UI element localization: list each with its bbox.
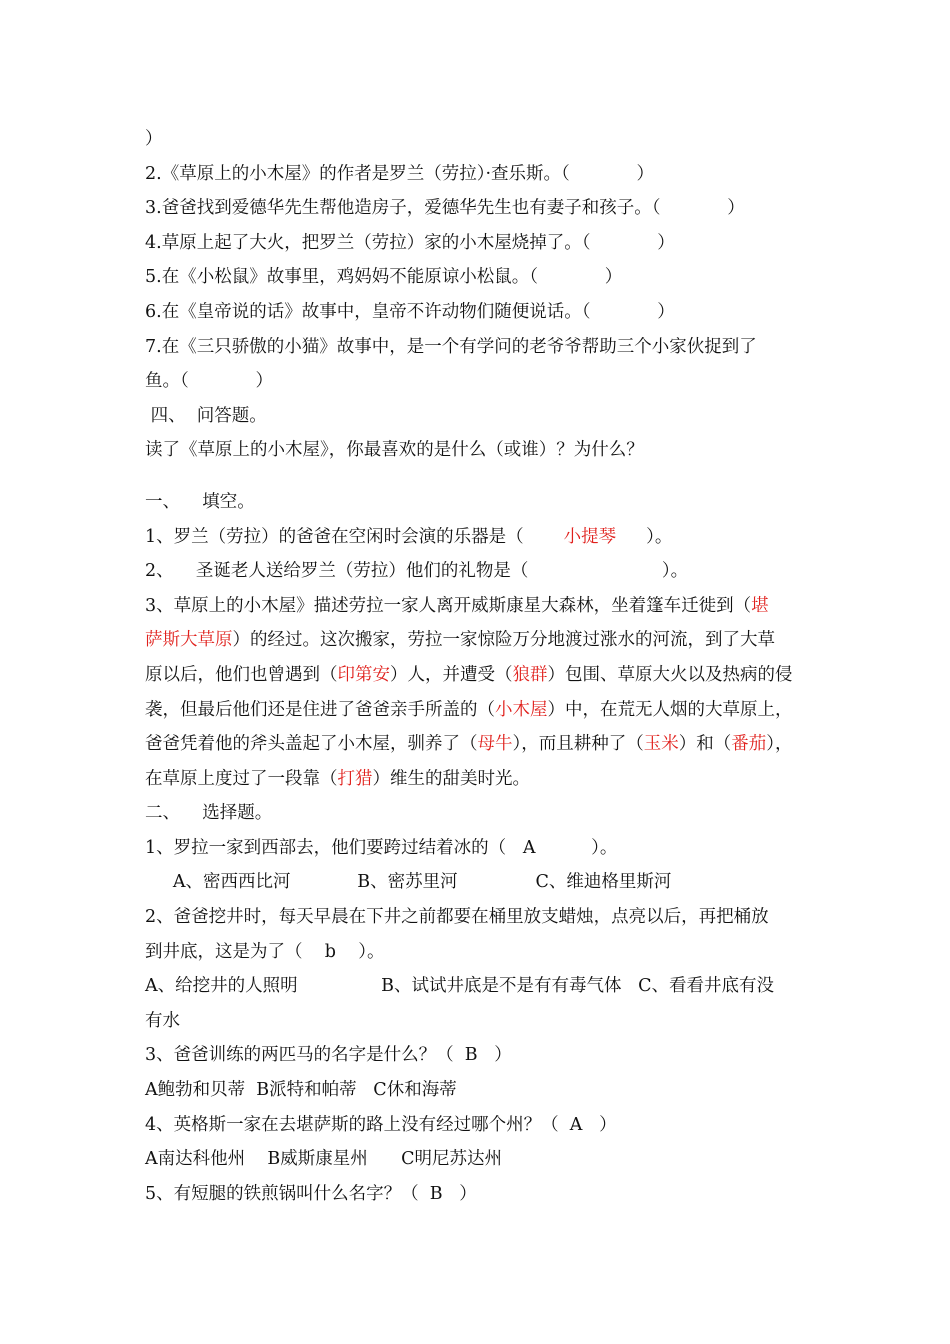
answer-text: 萨斯大草原 bbox=[145, 630, 233, 651]
answer-text: 狼群 bbox=[512, 664, 548, 685]
choice-item-2-options: A、给挖井的人照明 B、试试井底是不是有有毒气体 C、看看井底有没 bbox=[145, 976, 775, 997]
text-segment: ）， bbox=[766, 734, 793, 755]
text-segment: ），而且耕种了（ bbox=[512, 734, 644, 755]
true-false-item-2: 2.《草原上的小木屋》的作者是罗兰（劳拉）·查乐斯。（ ） bbox=[145, 163, 655, 184]
fill-item-3-line-4 bbox=[145, 693, 825, 728]
true-false-item-3: 3.爸爸找到爱德华先生帮他造房子，爱德华先生也有妻子和孩子。（ ） bbox=[145, 198, 745, 219]
fill-item-3-line-5 bbox=[145, 727, 825, 762]
choice-item-4-options: A南达科他州 B威斯康星州 C明尼苏达州 bbox=[145, 1149, 503, 1170]
fill-item-3-line-2 bbox=[145, 623, 825, 658]
text-segment: ）人，并遭受（ bbox=[390, 664, 513, 685]
text-segment: 袭，但最后他们还是住进了爸爸亲手所盖的（ bbox=[145, 699, 495, 720]
answer-text: 番茄 bbox=[731, 734, 767, 755]
document-page bbox=[145, 122, 825, 1211]
question-text: 读了《草原上的小木屋》，你最喜欢的是什么（或谁）？为什么？ bbox=[145, 440, 644, 461]
section-heading-4: 四、 问答题。 bbox=[145, 405, 267, 426]
answer-text: 母牛 bbox=[477, 734, 513, 755]
answer-text: 印第安 bbox=[337, 664, 390, 685]
true-false-item-7-cont: 鱼。（ ） bbox=[145, 371, 274, 392]
answer-text: 玉米 bbox=[643, 734, 679, 755]
answer-text: 小木屋 bbox=[495, 699, 548, 720]
choice-item-2-options-cont: 有水 bbox=[145, 1010, 180, 1031]
true-false-item-5: 5.在《小松鼠》故事里，鸡妈妈不能原谅小松鼠。（ ） bbox=[145, 267, 623, 288]
choice-item-2: 2、爸爸挖井时，每天早晨在下井之前都要在桶里放支蜡烛，点亮以后，再把桶放 bbox=[145, 907, 769, 928]
true-false-item-6: 6.在《皇帝说的话》故事中，皇帝不许动物们随便说话。（ ） bbox=[145, 301, 675, 322]
text-segment: ）包围、草原大火以及热病的侵 bbox=[547, 664, 793, 685]
text-segment: ）的经过。这次搬家，劳拉一家惊险万分地渡过涨水的河流，到了大草 bbox=[232, 630, 775, 651]
text-segment: ）维生的甜美时光。 bbox=[372, 768, 530, 789]
answer-text: 堪 bbox=[751, 595, 769, 616]
true-false-item-7: 7.在《三只骄傲的小猫》故事中，是一个有学问的老爷爷帮助三个小家伙捉到了 bbox=[145, 336, 757, 357]
choice-item-4: 4、英格斯一家在去堪萨斯的路上没有经过哪个州？（ A ） bbox=[145, 1114, 617, 1135]
text-segment: ）和（ bbox=[678, 734, 732, 755]
fill-item-1 bbox=[145, 520, 825, 555]
fill-item-3-line-6 bbox=[145, 762, 825, 797]
choice-item-1-options: A、密西西比河 B、密苏里河 C、维迪格里斯河 bbox=[145, 872, 672, 893]
fill-item-3-line-1 bbox=[145, 589, 825, 624]
choice-item-3-options: A鲍勃和贝蒂 B派特和帕蒂 C休和海蒂 bbox=[145, 1080, 457, 1101]
choice-item-1: 1、罗拉一家到西部去，他们要跨过结着冰的（ A ）。 bbox=[145, 837, 618, 858]
true-false-item-4: 4.草原上起了大火，把罗兰（劳拉）家的小木屋烧掉了。（ ） bbox=[145, 232, 675, 253]
fill-item-1-end: ）。 bbox=[646, 526, 673, 547]
choice-item-2-cont: 到井底，这是为了（ b ）。 bbox=[145, 941, 385, 962]
text-segment: 在草原上度过了一段靠（ bbox=[145, 768, 338, 789]
section-heading-1: 一、 填空。 bbox=[145, 491, 255, 512]
text-line: ） bbox=[145, 129, 163, 149]
answer-text: 打猎 bbox=[337, 768, 373, 789]
fill-item-1-text: 1、罗兰（劳拉）的爸爸在空闲时会演的乐器是（ bbox=[145, 526, 524, 547]
answer-text: 小提琴 bbox=[563, 526, 617, 547]
text-segment: ）中，在荒无人烟的大草原上， bbox=[547, 699, 793, 720]
text-segment: 3、草原上的小木屋》描述劳拉一家人离开威斯康星大森林，坐着篷车迁徙到（ bbox=[145, 595, 752, 616]
fill-item-2: 2、 圣诞老人送给罗兰（劳拉）他们的礼物是（ ）。 bbox=[145, 561, 689, 582]
choice-item-3: 3、爸爸训练的两匹马的名字是什么？（ B ） bbox=[145, 1045, 512, 1066]
section-heading-2: 二、 选择题。 bbox=[145, 803, 273, 824]
choice-item-5: 5、有短腿的铁煎锅叫什么名字？（ B ） bbox=[145, 1183, 477, 1204]
fill-item-3-line-3 bbox=[145, 658, 825, 693]
text-segment: 原以后，他们也曾遇到（ bbox=[145, 664, 338, 685]
text-segment: 爸爸凭着他的斧头盖起了小木屋，驯养了（ bbox=[145, 734, 478, 755]
